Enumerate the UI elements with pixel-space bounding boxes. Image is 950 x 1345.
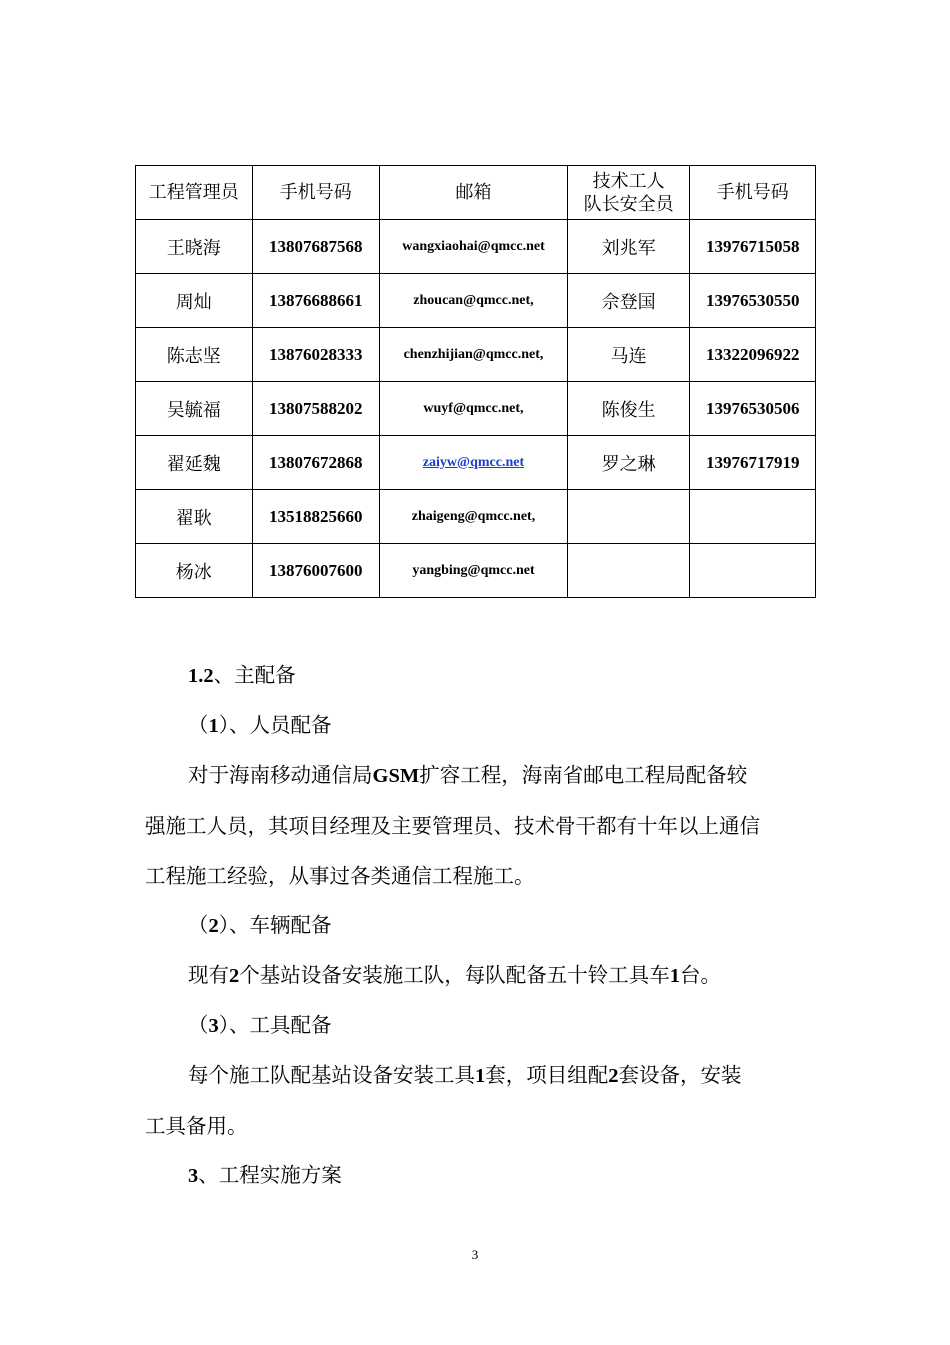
staff-contact-table [135, 165, 816, 598]
manager-email: wuyf@qmcc.net, [380, 382, 568, 436]
worker-name [567, 490, 690, 544]
manager-email: zhaigeng@qmcc.net, [380, 490, 568, 544]
header-worker [567, 166, 690, 220]
worker-name: 罗之琳 [567, 436, 690, 490]
worker-phone: 13976530506 [690, 382, 816, 436]
manager-name: 翟耿 [136, 490, 253, 544]
worker-name: 陈俊生 [567, 382, 690, 436]
manager-email: zhoucan@qmcc.net, [380, 274, 568, 328]
manager-phone: 13807687568 [252, 220, 380, 274]
manager-phone: 13807588202 [252, 382, 380, 436]
header-manager: 工程管理员 [136, 166, 253, 220]
table-row [136, 544, 816, 598]
page-number: 3 [471, 1247, 479, 1262]
manager-phone: 13876688661 [252, 274, 380, 328]
table-row [136, 490, 816, 544]
header-email: 邮箱 [380, 166, 568, 220]
manager-email-link[interactable]: zaiyw@qmcc.net [380, 436, 568, 490]
worker-phone: 13976530550 [690, 274, 816, 328]
manager-phone: 13807672868 [252, 436, 380, 490]
worker-name [567, 544, 690, 598]
manager-name: 翟延魏 [136, 436, 253, 490]
subheading-vehicles: （2）、车辆配备 [188, 913, 332, 937]
worker-name: 马连 [567, 328, 690, 382]
worker-phone [690, 544, 816, 598]
paragraph-tools: 每个施工队配基站设备安装工具1套，项目组配2套设备，安装 工具备用。 [145, 1063, 742, 1138]
table-header-row [136, 166, 816, 220]
worker-phone: 13976717919 [690, 436, 816, 490]
paragraph-personnel: 对于海南移动通信局GSM扩容工程，海南省邮电工程局配备较 强施工人员，其项目经理及主要管理员、技术骨干都有十年以上通信 工程施工经验，从事过各类通信工程施工。 [145, 763, 760, 888]
manager-name: 杨冰 [136, 544, 253, 598]
worker-phone: 13976715058 [690, 220, 816, 274]
manager-email: yangbing@qmcc.net [380, 544, 568, 598]
manager-name: 王晓海 [136, 220, 253, 274]
header-phone-2: 手机号码 [690, 166, 816, 220]
table-row [136, 328, 816, 382]
manager-name: 陈志坚 [136, 328, 253, 382]
table-row [136, 382, 816, 436]
manager-phone: 13876007600 [252, 544, 380, 598]
header-worker-line1: 技术工人 [592, 170, 665, 192]
table-row [136, 220, 816, 274]
manager-email: wangxiaohai@qmcc.net [380, 220, 568, 274]
section-heading-3: 3、工程实施方案 [188, 1163, 342, 1187]
worker-name: 佘登国 [567, 274, 690, 328]
subheading-personnel: （1）、人员配备 [188, 713, 332, 737]
manager-phone: 13518825660 [252, 490, 380, 544]
paragraph-vehicles: 现有2个基站设备安装施工队，每队配备五十铃工具车1台。 [188, 963, 721, 987]
table-row [136, 274, 816, 328]
subheading-tools: （3）、工具配备 [188, 1013, 332, 1037]
manager-name: 吴毓福 [136, 382, 253, 436]
header-worker-line2: 队长安全员 [583, 193, 674, 215]
manager-name: 周灿 [136, 274, 253, 328]
section-heading-1-2: 1.2、主配备 [188, 663, 296, 687]
worker-phone: 13322096922 [690, 328, 816, 382]
manager-phone: 13876028333 [252, 328, 380, 382]
worker-name: 刘兆军 [567, 220, 690, 274]
table-row [136, 436, 816, 490]
manager-email: chenzhijian@qmcc.net, [380, 328, 568, 382]
header-phone: 手机号码 [252, 166, 380, 220]
worker-phone [690, 490, 816, 544]
